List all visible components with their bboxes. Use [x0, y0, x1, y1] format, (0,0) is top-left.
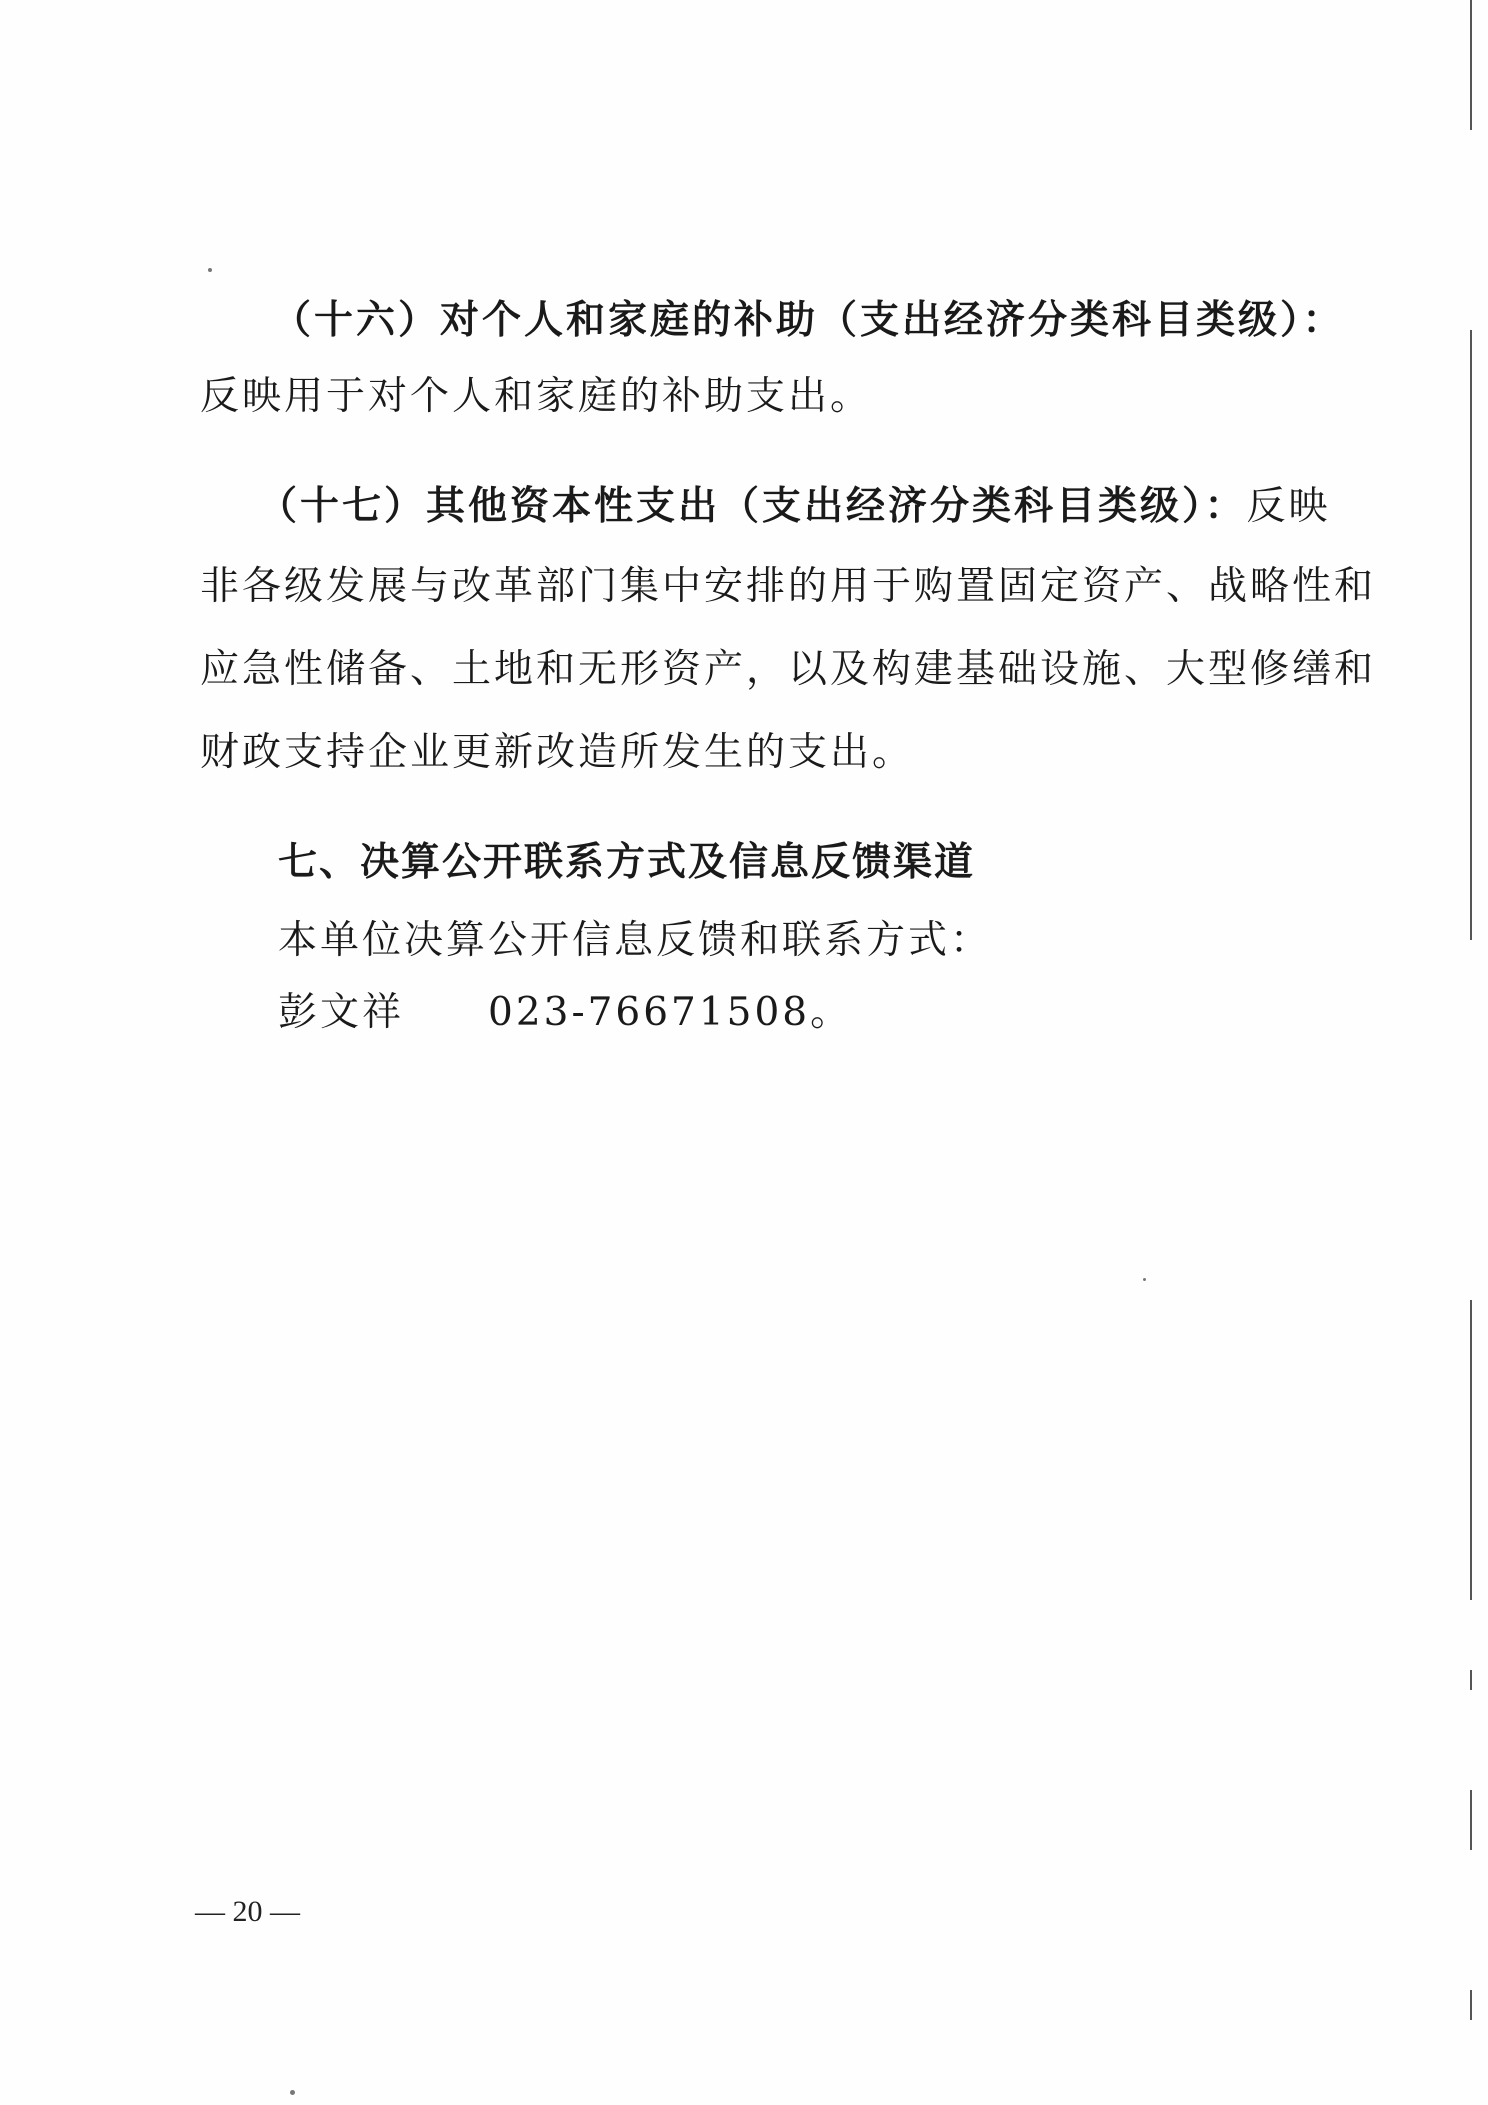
section-17-heading-text: （十七）其他资本性支出（支出经济分类科目类级）：	[258, 483, 1247, 529]
section-17-body-line	[200, 728, 1300, 778]
contact-line	[278, 988, 1378, 1038]
section-16-heading-text: （十六）对个人和家庭的补助（支出经济分类科目类级）：	[272, 297, 1345, 343]
section-17-heading	[258, 481, 1358, 532]
scan-speck	[290, 2090, 295, 2095]
section-17-body-line	[200, 562, 1377, 612]
scan-speck	[1143, 1278, 1146, 1281]
chapter-7-title-text: 七、决算公开联系方式及信息反馈渠道	[278, 840, 976, 885]
section-16-body-text: 反映用于对个人和家庭的补助支出。	[200, 374, 873, 419]
section-17-body-line	[200, 645, 1377, 695]
scan-edge-mark	[1470, 0, 1472, 130]
page-number: — 20 —	[195, 1895, 300, 1928]
scan-edge-mark	[1470, 330, 1472, 940]
scan-edge-mark	[1470, 1790, 1472, 1850]
section-17-heading-tail: 反映	[1246, 484, 1331, 529]
section-16-body-line	[200, 372, 1300, 422]
scan-edge-mark	[1470, 1990, 1472, 2020]
contact-name: 彭文祥	[278, 990, 405, 1035]
chapter-7-title	[278, 838, 1378, 888]
chapter-7-intro	[278, 916, 1378, 966]
section-17-body-text: 财政支持企业更新改造所发生的支出。	[200, 730, 915, 775]
chapter-7-intro-text: 本单位决算公开信息反馈和联系方式：	[278, 918, 993, 963]
section-16-heading	[272, 295, 1372, 346]
scan-speck	[208, 268, 212, 272]
scan-edge-mark	[1470, 1670, 1472, 1690]
contact-phone: 023-76671508。	[488, 990, 853, 1035]
scan-edge-mark	[1470, 1300, 1472, 1600]
section-17-body-text: 应急性储备、土地和无形资产，以及构建基础设施、大型修缮和	[200, 647, 1377, 692]
section-17-body-text: 非各级发展与改革部门集中安排的用于购置固定资产、战略性和	[200, 564, 1377, 609]
